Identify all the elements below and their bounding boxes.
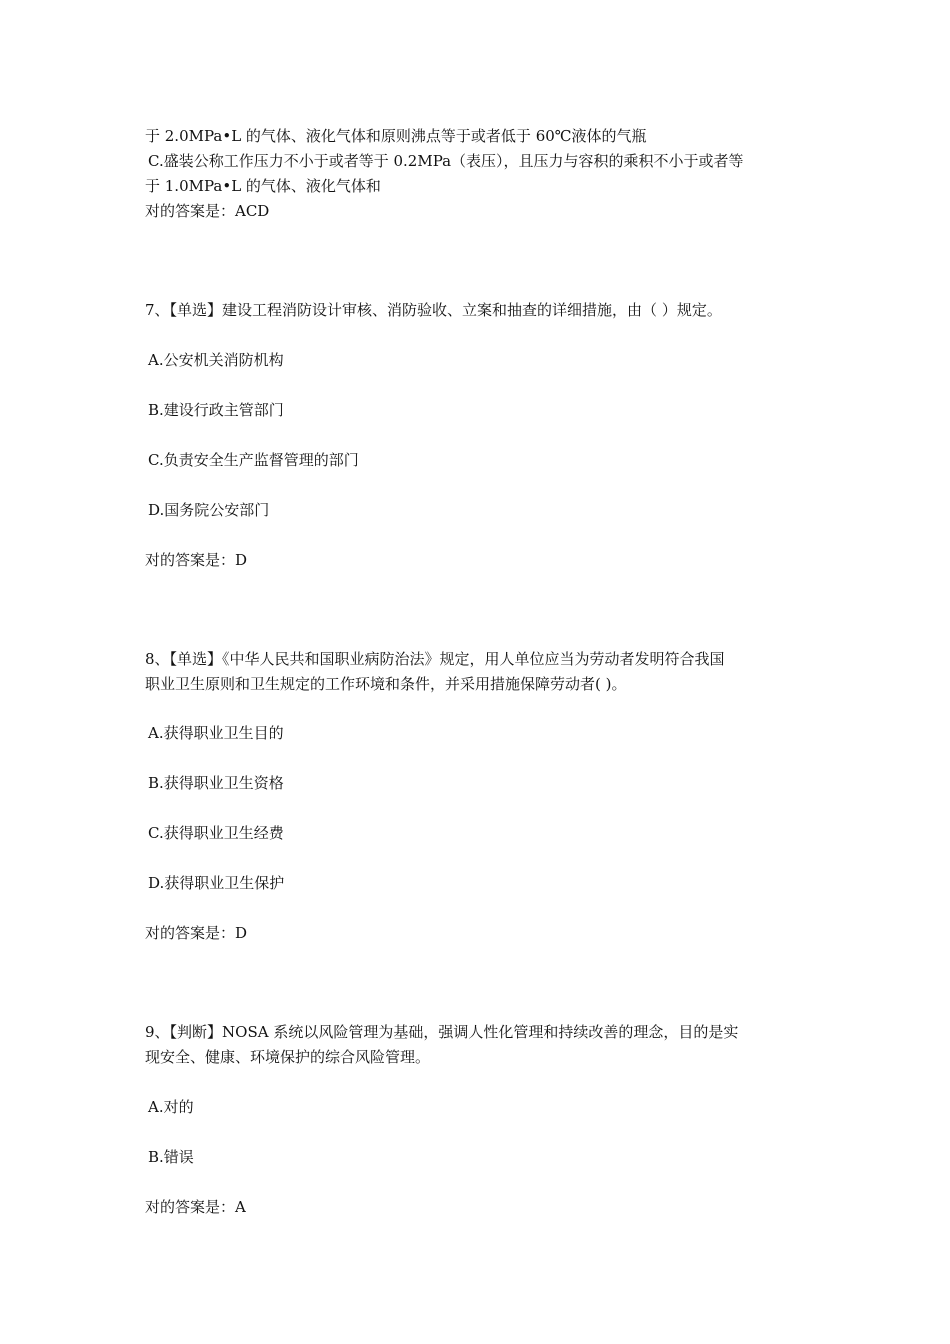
question-9-text-line-1: 9、【判断】NOSA 系统以风险管理为基础，强调人性化管理和持续改善的理念，目的是实 <box>145 1023 739 1041</box>
question-9-option-a: A.对的 <box>148 1098 194 1116</box>
question-8-text-line-2: 职业卫生原则和卫生规定的工作环境和条件，并采用措施保障劳动者( )。 <box>145 675 627 693</box>
text-line: 于 1.0MPa•L 的气体、液化气体和 <box>145 177 381 195</box>
question-9-answer: 对的答案是：A <box>145 1198 246 1216</box>
question-8-option-b: B.获得职业卫生资格 <box>148 774 284 792</box>
question-8-text-line-1: 8、【单选】《中华人民共和国职业病防治法》规定，用人单位应当为劳动者发明符合我国 <box>145 650 725 668</box>
question-7-option-c: C.负责安全生产监督管理的部门 <box>148 451 359 469</box>
question-7-answer: 对的答案是：D <box>145 551 248 569</box>
question-8-answer: 对的答案是：D <box>145 924 248 942</box>
question-8-option-a: A.获得职业卫生目的 <box>148 724 284 742</box>
question-8-option-c: C.获得职业卫生经费 <box>148 824 284 842</box>
question-9-option-b: B.错误 <box>148 1148 194 1166</box>
answer-line: 对的答案是：ACD <box>145 202 270 220</box>
question-7-option-a: A.公安机关消防机构 <box>148 351 284 369</box>
question-7-text: 7、【单选】建设工程消防设计审核、消防验收、立案和抽查的详细措施，由（ ）规定。 <box>145 301 722 319</box>
text-line: 于 2.0MPa•L 的气体、液化气体和原则沸点等于或者低于 60℃液体的气瓶 <box>145 127 647 145</box>
question-7-option-b: B.建设行政主管部门 <box>148 401 284 419</box>
text-line: C.盛装公称工作压力不小于或者等于 0.2MPa（表压），且压力与容积的乘积不小于或者等 <box>148 152 744 170</box>
question-9-text-line-2: 现安全、健康、环境保护的综合风险管理。 <box>145 1048 431 1066</box>
prev-question-tail <box>145 124 815 224</box>
question-7-option-d: D.国务院公安部门 <box>148 501 270 519</box>
question-8-option-d: D.获得职业卫生保护 <box>148 874 285 892</box>
